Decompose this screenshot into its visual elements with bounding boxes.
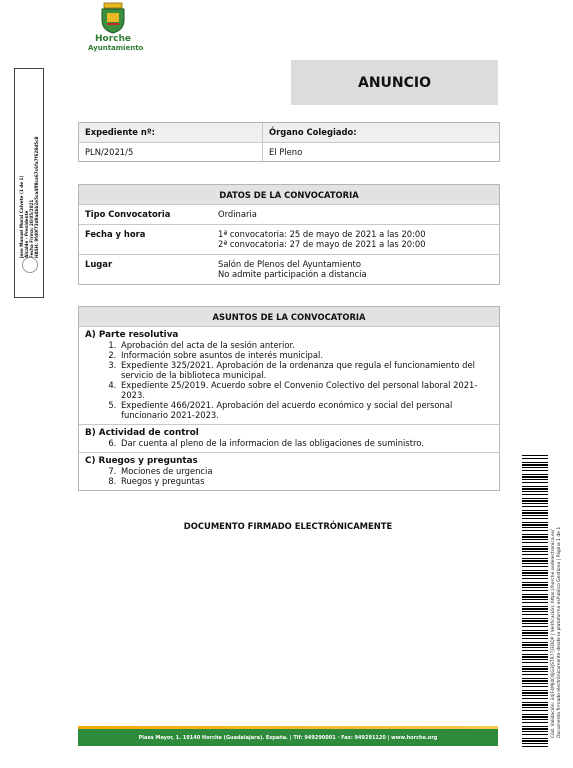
signed-notice: DOCUMENTO FIRMADO ELECTRÓNICAMENTE <box>183 521 393 531</box>
list-item: 8. Ruegos y preguntas <box>119 476 493 486</box>
list-item: 2. Información sobre asuntos de interés municipal. <box>119 350 493 360</box>
section-title: B) Actividad de control <box>85 428 199 438</box>
verification-line: Cód. Validación: 34JF4MJ4C6JG3JSTR77J3DQP | Verificación: https://horche.sedelectronica.es/ <box>551 529 556 738</box>
list-item: 6. Dar cuenta al pleno de la informacion de las obligaciones de suministro. <box>119 438 493 448</box>
logo-town-name: Horche <box>95 34 131 44</box>
section-title: C) Ruegos y preguntas <box>85 456 198 466</box>
organo-label: Órgano Colegiado: <box>262 123 499 142</box>
signature-text <box>19 108 39 258</box>
row-label: Lugar <box>85 258 113 269</box>
row-value-line: 2ª convocatoria: 27 de mayo de 2021 a las 20:00 <box>218 239 426 249</box>
table-row <box>79 224 499 254</box>
asuntos-heading: ASUNTOS DE LA CONVOCATORIA <box>79 307 499 326</box>
list-item: 3. Expediente 325/2021. Aprobación de la ordenanza que regula el funcionamiento del servicio de la biblioteca municipal. <box>119 360 493 380</box>
convocatoria-heading: DATOS DE LA CONVOCATORIA <box>79 185 499 204</box>
section-c <box>79 452 499 490</box>
asuntos-table <box>78 306 500 491</box>
section-title: A) Parte resolutiva <box>85 330 179 340</box>
convocatoria-table <box>78 184 500 285</box>
signature-line: Fecha Firma: 20/05/2021 <box>29 199 34 258</box>
row-value-line: No admite participación a distancia <box>218 269 367 279</box>
verification-text <box>551 438 562 738</box>
expediente-value: PLN/2021/5 <box>85 146 134 157</box>
section-a <box>79 326 499 424</box>
expediente-label: Expediente nº: <box>85 127 155 137</box>
signature-line: Jose Manuel Moral Calvete (1 de 1) <box>19 175 24 258</box>
table-row <box>79 254 499 284</box>
signature-line: Alcalde - Presidente <box>24 210 29 258</box>
row-value <box>212 225 499 254</box>
section-b <box>79 424 499 452</box>
page-footer <box>78 726 498 746</box>
expediente-table <box>78 122 500 162</box>
list-item: 5. Expediente 466/2021. Aprobación del acuerdo económico y social del personal funcionario 2021-2023. <box>119 400 493 420</box>
list-item: 7. Mociones de urgencia <box>119 466 493 476</box>
logo-subtitle: Ayuntamiento <box>88 44 144 52</box>
row-value-line: Salón de Plenos del Ayuntamiento <box>218 258 361 269</box>
coat-of-arms-icon <box>98 2 128 34</box>
verification-line: Documento firmado electrónicamente desde la plataforma esPublico Gestiona | Página 1 de 1 <box>556 526 562 738</box>
footer-contact: Plaza Mayor, 1. 19140 Horche (Guadalajara). España. | Tlf: 949290001 · Fax: 949291120 | www.horche.org <box>78 729 498 746</box>
row-value-line: 1ª convocatoria: 25 de mayo de 2021 a las 20:00 <box>218 228 426 239</box>
row-value <box>212 255 499 284</box>
town-logo <box>88 2 144 52</box>
row-label: Fecha y hora <box>85 228 146 239</box>
row-value-line: Ordinaria <box>218 209 257 219</box>
signature-line: HASH: 9fd0f73d8a4bb2e5ca4ff8ca67c6fa7f628d5c8 <box>34 136 39 258</box>
page-title: ANUNCIO <box>291 60 498 105</box>
row-label: Tipo Convocatoria <box>85 209 171 219</box>
signature-stamp <box>14 68 44 298</box>
list-item: 1. Aprobación del acta de la sesión anterior. <box>119 340 493 350</box>
list-item: 4. Expediente 25/2019. Acuerdo sobre el Convenio Colectivo del personal laboral 2021-2023. <box>119 380 493 400</box>
organo-value: El Pleno <box>262 143 499 162</box>
seal-icon <box>22 257 38 273</box>
barcode-icon <box>522 455 548 747</box>
row-value <box>212 205 499 224</box>
table-row <box>79 204 499 224</box>
